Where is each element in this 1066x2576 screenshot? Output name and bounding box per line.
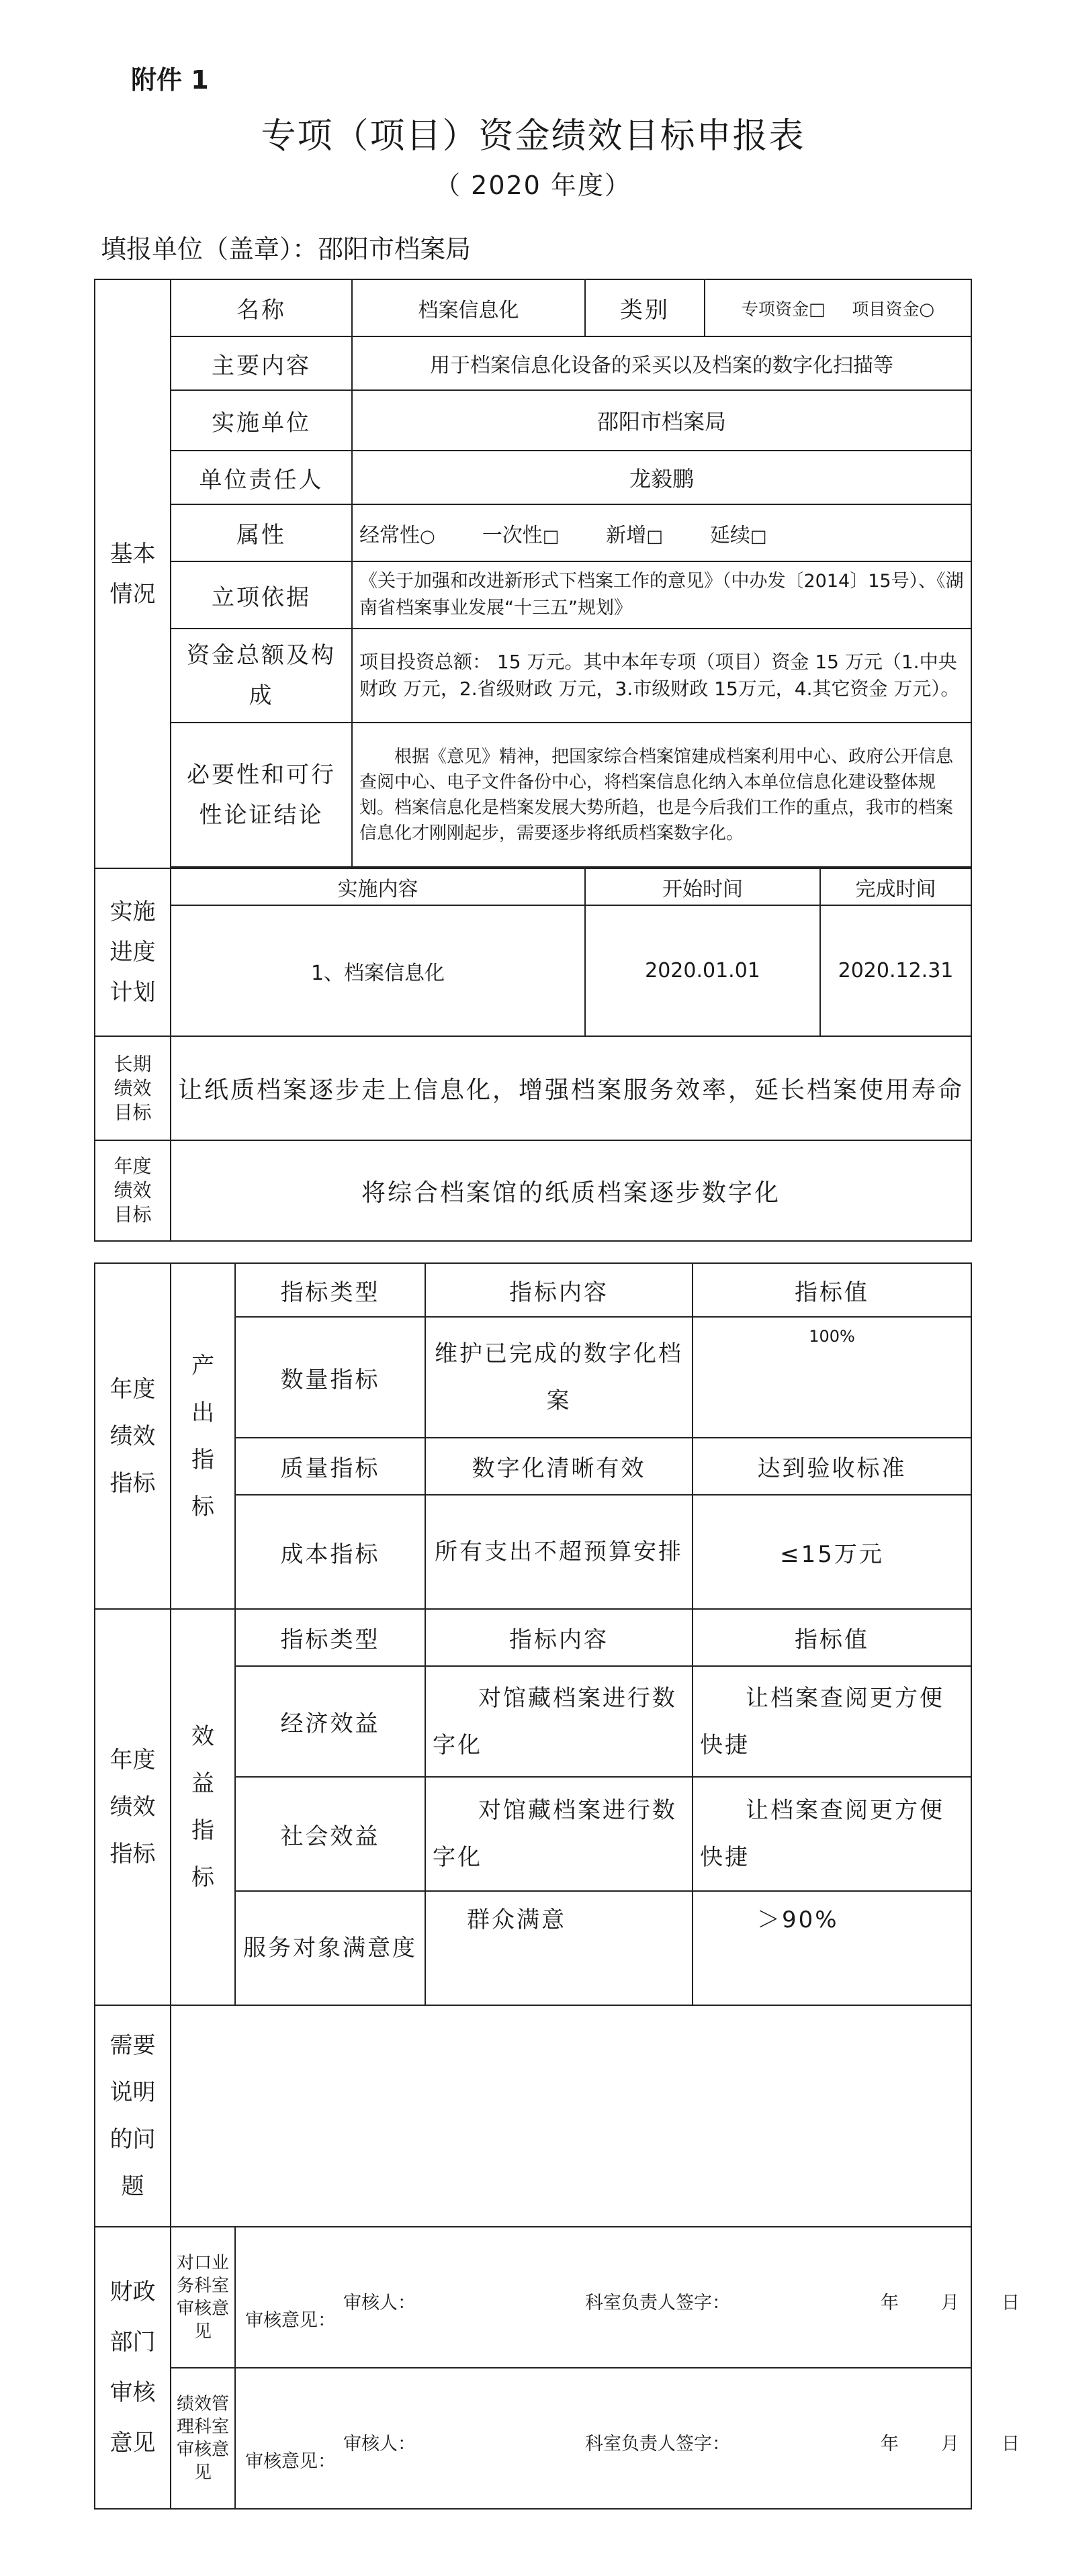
name-value: 档案信息化 [352, 279, 585, 336]
name-label: 名称 [171, 279, 352, 336]
annual-goal-section-label: 年度 绩效 目标 [95, 1140, 171, 1241]
checkbox-icon: □ [542, 526, 560, 547]
month-char: 月 [941, 2293, 959, 2313]
review-section-label: 财政 部门 审核 意见 [95, 2227, 171, 2509]
day-char: 日 [1002, 2293, 1020, 2313]
plan-row-start: 2020.01.01 [585, 905, 820, 1036]
review-opinion-label: 审核意见： [245, 2451, 336, 2472]
output-sub-label: 产 出 指 标 [171, 1263, 235, 1609]
benefit-sub-label: 效 益 指 标 [171, 1609, 235, 2005]
review-block1-label: 对口业务科室审核意见 [171, 2227, 235, 2368]
output-row-type: 成本指标 [235, 1495, 425, 1609]
output-row-value: 100% [693, 1317, 971, 1438]
benefit-row-type: 社会效益 [235, 1777, 425, 1891]
impl-unit-value: 邵阳市档案局 [352, 390, 971, 451]
output-row-content: 数字化清晰有效 [425, 1438, 693, 1495]
output-row-content: 维护已完成的数字化档案 [425, 1317, 693, 1438]
head-sign-label: 科室负责人签字： [585, 2434, 730, 2454]
impl-unit-label: 实施单位 [171, 390, 352, 451]
necessity-label: 必要性和可行性论证结论 [171, 723, 352, 867]
output-row-value: 达到验收标准 [693, 1438, 971, 1495]
year-char: 年 [881, 2293, 899, 2313]
plan-col-start: 开始时间 [585, 868, 820, 905]
review-opinion-label: 审核意见： [245, 2310, 336, 2331]
attribute-label: 属性 [171, 504, 352, 561]
category-options: 专项资金□ 项目资金○ [705, 279, 971, 336]
plan-row-end: 2020.12.31 [820, 905, 971, 1036]
reporting-unit-label: 填报单位（盖章）： [101, 234, 318, 264]
basis-value: 《关于加强和改进新形式下档案工作的意见》（中办发〔2014〕15号）、《湖南省档案事业发展“十三五”规划》 [352, 561, 971, 629]
form-year: （ 2020 年度） [435, 171, 631, 200]
output-row-content: 所有支出不超预算安排 [425, 1495, 693, 1609]
plan-col-end: 完成时间 [820, 868, 971, 905]
benefit-col-content: 指标内容 [425, 1609, 693, 1666]
benefit-col-value: 指标值 [693, 1609, 971, 1666]
basis-label: 立项依据 [171, 561, 352, 629]
attribute-options: 经常性○ 一次性□ 新增□ 延续□ [352, 504, 971, 561]
funds-value: 项目投资总额： 15 万元。其中本年专项（项目）资金 15 万元（1.中央财政 万元，2.省级财政 万元，3.市级财政 15万元，4.其它资金 万元）。 [352, 629, 971, 723]
responsible-label: 单位责任人 [171, 451, 352, 504]
reviewer-label: 审核人： [343, 2434, 416, 2454]
category-label: 类别 [585, 279, 705, 336]
basic-section-label: 基本 情况 [95, 279, 171, 868]
output-section-label: 年度 绩效 指标 [95, 1263, 171, 1609]
funds-label: 资金总额及构成 [171, 629, 352, 723]
annual-goal-value: 将综合档案馆的纸质档案逐步数字化 [171, 1140, 971, 1241]
month-char: 月 [941, 2434, 959, 2454]
reporting-unit-value: 邵阳市档案局 [318, 234, 472, 264]
indicators-table [94, 1262, 1020, 2510]
benefit-row-content: 对馆藏档案进行数字化 [425, 1666, 693, 1777]
year-char: 年 [881, 2434, 899, 2454]
benefit-row-type: 经济效益 [235, 1666, 425, 1777]
review-block2-label: 绩效管理科室审核意见 [171, 2368, 235, 2509]
reporting-unit [101, 228, 471, 265]
plan-row-content: 1、档案信息化 [171, 905, 585, 1036]
output-col-content: 指标内容 [425, 1263, 693, 1317]
day-char: 日 [1002, 2434, 1020, 2454]
checkbox-icon: □ [646, 526, 663, 547]
longterm-section-label: 长期 绩效 目标 [95, 1036, 171, 1140]
basic-info-table [94, 279, 972, 1242]
output-col-value: 指标值 [693, 1263, 971, 1317]
head-sign-label: 科室负责人签字： [585, 2293, 730, 2313]
content-value: 用于档案信息化设备的采买以及档案的数字化扫描等 [352, 336, 971, 390]
checkbox-icon: □ [809, 299, 826, 320]
benefit-row-content: 对馆藏档案进行数字化 [425, 1777, 693, 1891]
benefit-col-type: 指标类型 [235, 1609, 425, 1666]
necessity-value: 根据《意见》精神，把国家综合档案馆建成档案利用中心、政府公开信息查阅中心、电子文件备份中心，将档案信息化纳入本单位信息化建设整体规划。档案信息化是档案发展大势所趋，也是今后我们工作的重点，我市的档案信息化才刚刚起步，需要逐步将纸质档案数字化。 [352, 723, 971, 867]
output-col-type: 指标类型 [235, 1263, 425, 1317]
responsible-value: 龙毅鹏 [352, 451, 971, 504]
issues-value [171, 2005, 971, 2227]
benefit-section-label: 年度 绩效 指标 [95, 1609, 171, 2005]
radio-icon: ○ [919, 299, 935, 320]
benefit-row-value: 让档案查阅更方便快捷 [693, 1666, 971, 1777]
attachment-label: 附件 1 [131, 65, 209, 95]
benefit-row-type: 服务对象满意度 [235, 1891, 425, 2005]
benefit-row-value: 让档案查阅更方便快捷 [693, 1777, 971, 1891]
content-label: 主要内容 [171, 336, 352, 390]
review-block2-body [235, 2368, 1020, 2509]
review-block1-body [235, 2227, 1020, 2368]
benefit-row-content: 群众满意 [425, 1891, 693, 2005]
longterm-goal-value: 让纸质档案逐步走上信息化，增强档案服务效率，延长档案使用寿命 [171, 1036, 971, 1140]
output-row-type: 质量指标 [235, 1438, 425, 1495]
form-title: 专项（项目）资金绩效目标申报表 [261, 116, 805, 156]
radio-icon: ○ [420, 526, 435, 547]
issues-section-label: 需要 说明 的问 题 [95, 2005, 171, 2227]
output-row-value: ≤15万元 [693, 1495, 971, 1609]
output-row-type: 数量指标 [235, 1317, 425, 1438]
reviewer-label: 审核人： [343, 2293, 416, 2313]
benefit-row-value: ＞90% [693, 1891, 971, 2005]
checkbox-icon: □ [750, 526, 767, 547]
plan-col-content: 实施内容 [171, 868, 585, 905]
plan-section-label: 实施 进度 计划 [95, 868, 171, 1036]
